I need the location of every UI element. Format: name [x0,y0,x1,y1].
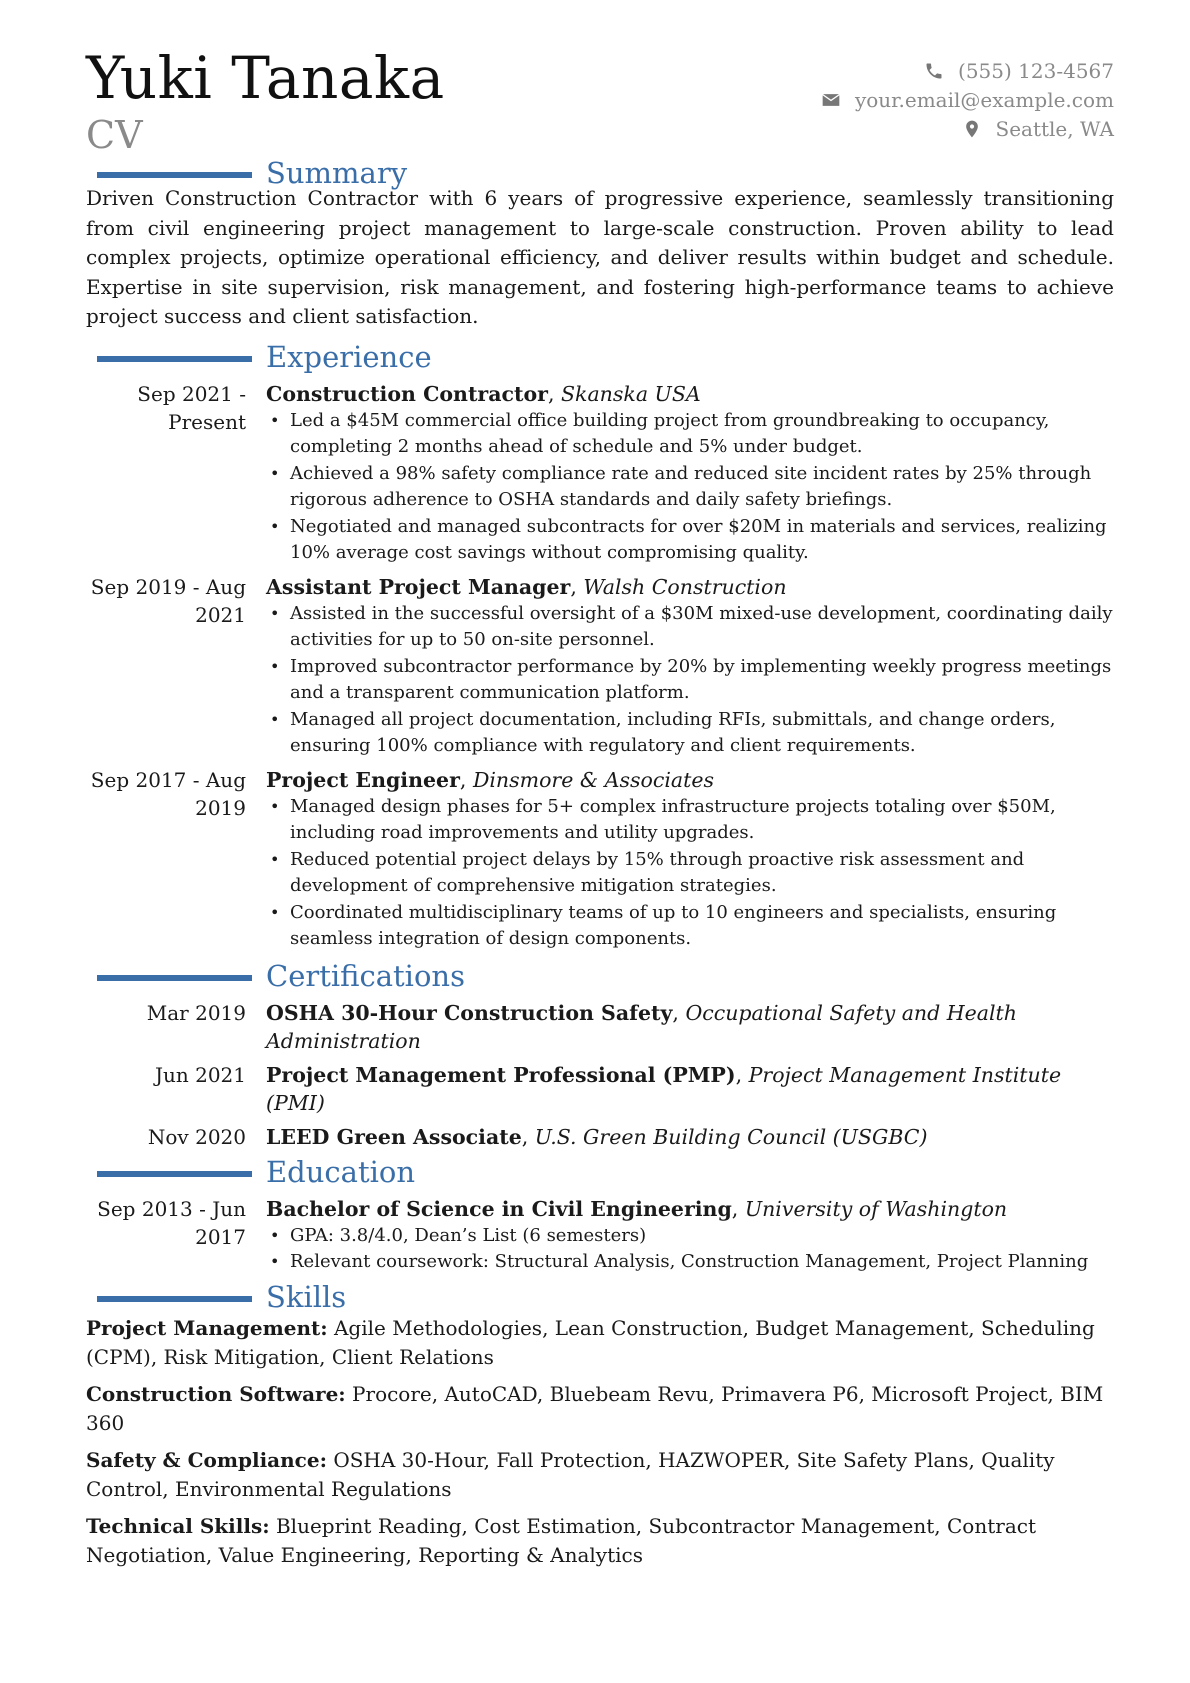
experience-entry [86,380,1114,567]
entry-date: Nov 2020 [147,1124,246,1149]
bullet-list [266,1223,1114,1276]
list-item: • Assisted in the successful oversight of a $30M mixed-use development, coordinating daily activities for up to 50 on-site personnel. [266,601,1114,654]
bullet-list [266,794,1114,953]
entry-title: Project Engineer, Dinsmore & Associates [266,767,714,792]
entry-date: Mar 2019 [146,1000,246,1025]
skill-value: Blueprint Reading, Cost Estimation, Subcontractor Management, Contract Negotiation, Value Engineering, Reporting & Analytics [86,1513,1036,1567]
job-role: Assistant Project Manager [266,574,571,599]
contact-email [821,85,1114,114]
entry-date: Sep 2019 - Aug 2021 [90,574,246,627]
section-title-summary: Summary [266,156,408,190]
location-text: Seattle, WA [995,116,1114,141]
list-item: • Relevant coursework: Structural Analysis, Construction Management, Project Planning [266,1249,1114,1276]
header [86,46,1114,156]
school: University of Washington [744,1196,1008,1221]
resume-page [86,46,1114,1578]
entry-date: Jun 2021 [154,1062,246,1087]
section-bar [97,172,252,178]
education-section [86,1155,1114,1276]
skill-label: Safety & Compliance: [86,1447,327,1472]
section-bar [97,356,252,362]
list-item: • Negotiated and managed subcontracts for over $20M in materials and services, realizing 10% average cost savings without compromising quality. [266,514,1114,567]
bullet-list [266,408,1114,567]
job-role: Construction Contractor [266,381,548,406]
envelope-icon [821,90,841,110]
skill-value: Agile Methodologies, Lean Construction, Budget Management, Scheduling (CPM), Risk Mitigation, Client Relations [86,1315,1095,1369]
section-title-education: Education [266,1154,416,1189]
skill-value: OSHA 30-Hour, Fall Protection, HAZWOPER, Site Safety Plans, Quality Control, Environmental Regulations [86,1447,1055,1501]
job-org: Walsh Construction [583,574,787,599]
skills-section [86,1280,1114,1570]
entry-date: Sep 2017 - Aug 2019 [90,767,246,820]
skill-group [86,1380,1114,1438]
section-bar [97,1171,252,1177]
cert-org: Occupational Safety and Health Administration [266,1000,1018,1053]
entry-title: Assistant Project Manager, Walsh Construction [266,574,787,599]
skill-label: Project Management: [86,1315,328,1340]
certifications-section [86,959,1114,1151]
contact-location [821,114,1114,143]
section-bar [97,975,252,981]
section-title-experience: Experience [266,339,432,374]
job-role: Project Engineer [266,767,460,792]
cert-name: OSHA 30-Hour Construction Safety [266,1000,673,1025]
section-title-skills: Skills [266,1279,347,1314]
summary-section [86,156,1114,332]
entry-title: Construction Contractor, Skanska USA [266,381,701,406]
phone-icon [924,61,944,81]
list-item: • Coordinated multidisciplinary teams of up to 10 engineers and specialists, ensuring seamless integration of design components. [266,900,1114,953]
list-item: • Reduced potential project delays by 15% through proactive risk assessment and development of comprehensive mitigation strategies. [266,847,1114,900]
map-pin-icon [962,119,982,139]
list-item: • Led a $45M commercial office building project from groundbreaking to occupancy, completing 2 months ahead of schedule and 5% under budget. [266,408,1114,461]
skill-label: Construction Software: [86,1381,346,1406]
list-item: • Managed design phases for 5+ complex infrastructure projects totaling over $50M, including road improvements and utility upgrades. [266,794,1114,847]
section-bar [97,1296,252,1302]
certification-entry: Mar 2019 OSHA 30-Hour Construction Safety, Occupational Safety and Health Administration [86,999,1114,1055]
list-item: • Achieved a 98% safety compliance rate and reduced site incident rates by 25% through rigorous adherence to OSHA standards and daily safety briefings. [266,461,1114,514]
skill-group [86,1446,1114,1504]
certification-entry: Jun 2021 Project Management Professional (PMP), Project Management Institute (PMI) [86,1061,1114,1117]
cert-org: Project Management Institute (PMI) [266,1062,1062,1115]
document-subtitle: CV [86,113,143,157]
entry-title: Bachelor of Science in Civil Engineering, University of Washington [266,1196,1008,1221]
skill-group [86,1314,1114,1372]
list-item: • Managed all project documentation, including RFIs, submittals, and change orders, ensuring 100% compliance with regulatory and client requirements. [266,707,1114,760]
section-title-certifications: Certifications [266,958,465,993]
summary-text: Driven Construction Contractor with 6 years of progressive experience, seamlessly transitioning from civil engineering project management to large-scale construction. Proven ability to lead complex projects, optimize operational efficiency, and deliver results within budget and schedule. Expertise in site supervision, risk management, and fostering high-performance teams to achieve project success and client satisfaction. [86,186,1114,328]
entry-date: Sep 2013 - Jun 2017 [97,1196,246,1249]
contact-info [821,56,1114,143]
bullet-list [266,601,1114,760]
cert-name: Project Management Professional (PMP) [266,1062,736,1087]
cert-org: U.S. Green Building Council (USGBC) [534,1124,928,1149]
phone-number[interactable]: (555) 123-4567 [958,58,1114,83]
cert-name: LEED Green Associate [266,1124,522,1149]
email-address[interactable]: your.email@example.com [854,87,1114,112]
job-org: Skanska USA [560,381,701,406]
degree: Bachelor of Science in Civil Engineering [266,1196,732,1221]
list-item: • Improved subcontractor performance by 20% by implementing weekly progress meetings and a transparent communication platform. [266,654,1114,707]
experience-entry [86,766,1114,953]
certification-entry: Nov 2020 LEED Green Associate, U.S. Green Building Council (USGBC) [86,1123,1114,1151]
experience-section [86,340,1114,953]
job-org: Dinsmore & Associates [472,767,714,792]
contact-phone [821,56,1114,85]
skill-group [86,1512,1114,1570]
list-item: • GPA: 3.8/4.0, Dean’s List (6 semesters) [266,1223,1114,1250]
experience-entry [86,573,1114,760]
skill-label: Technical Skills: [86,1513,270,1538]
skill-value: Procore, AutoCAD, Bluebeam Revu, Primavera P6, Microsoft Project, BIM 360 [86,1381,1104,1435]
entry-date: Sep 2021 - Present [137,381,246,434]
education-entry [86,1195,1114,1276]
person-name: Yuki Tanaka [86,44,445,112]
